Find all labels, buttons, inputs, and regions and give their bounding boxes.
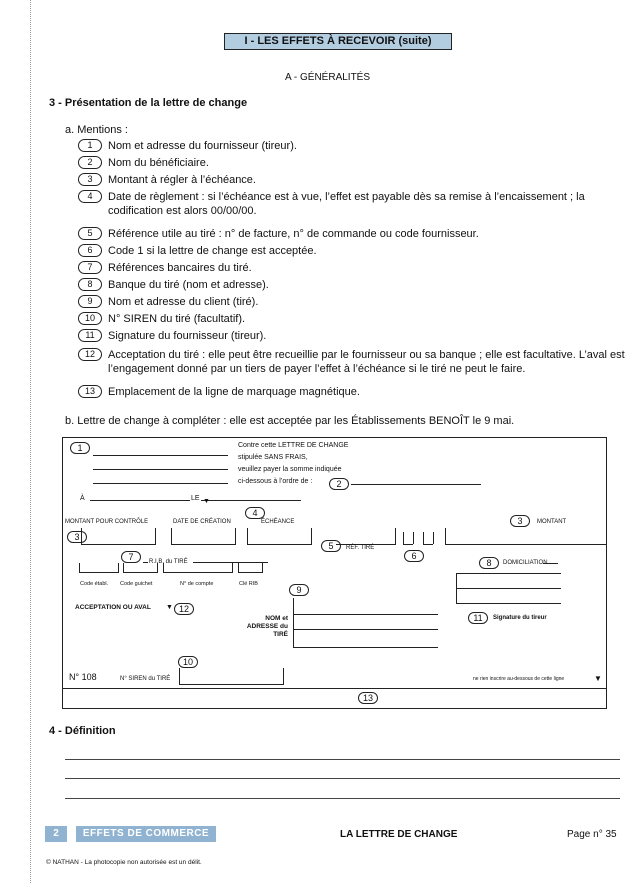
marker-11: 11 <box>468 612 488 624</box>
mention-text: N° SIREN du tiré (facultatif). <box>108 313 246 325</box>
mention-number: 1 <box>78 139 102 152</box>
tire-line-3[interactable] <box>293 647 438 648</box>
mention-text: Références bancaires du tiré. <box>108 262 252 274</box>
mention-text: Code 1 si la lettre de change est acceptée. <box>108 245 317 257</box>
marker-8: 8 <box>479 557 499 569</box>
mention-text: Date de règlement : si l’échéance est à vue, l’effet est payable dès sa remise à l’encaissement ; la codification est alors 00/00/00. <box>108 191 585 217</box>
ref-tire-label: RÉF. TIRÉ <box>346 545 375 551</box>
place-line[interactable] <box>90 500 190 501</box>
contre-text: Contre cette LETTRE DE CHANGE <box>238 442 349 449</box>
date-creation-field[interactable] <box>171 528 236 545</box>
marker-3: 3 <box>67 531 87 543</box>
code-box-4 <box>433 532 434 544</box>
montant-controle-field[interactable] <box>81 528 156 545</box>
code-box-base-2[interactable] <box>423 544 433 545</box>
section-subtitle: A - GÉNÉRALITÉS <box>285 72 371 83</box>
montant-controle-label: MONTANT POUR CONTRÔLE <box>65 519 149 525</box>
code-box-1 <box>403 532 404 544</box>
domiciliation-line-2[interactable] <box>456 588 561 589</box>
mention-text: Montant à régler à l’échéance. <box>108 174 256 186</box>
montant-field[interactable] <box>445 528 607 545</box>
domiciliation-label: DOMICILIATION <box>503 560 548 566</box>
magnetic-line <box>63 688 606 689</box>
domiciliation-border <box>456 573 457 603</box>
mention-text: Référence utile au tiré : n° de facture, n° de commande ou code fournisseur. <box>108 228 479 240</box>
domiciliation-line-1[interactable] <box>456 573 561 574</box>
marker-13: 13 <box>358 692 378 704</box>
mention-number: 4 <box>78 190 102 203</box>
mention-number: 10 <box>78 312 102 325</box>
marker-7: 7 <box>121 551 141 563</box>
ne-rien-arrow-icon: ▼ <box>594 674 602 683</box>
mention-text: Nom et adresse du fournisseur (tireur). <box>108 140 297 152</box>
marker-2: 2 <box>329 478 349 490</box>
code-box-2 <box>413 532 414 544</box>
code-guichet-label: Code guichet <box>120 581 153 587</box>
siren-label: N° SIREN du TIRÉ <box>120 676 171 682</box>
drawer-line-2[interactable] <box>93 469 228 470</box>
siren-field[interactable] <box>179 668 284 685</box>
page-title: LA LETTRE DE CHANGE <box>340 829 458 840</box>
signature-label: Signature du tireur <box>493 615 547 621</box>
code-guichet-field[interactable] <box>123 563 158 573</box>
mention-number: 12 <box>78 348 102 361</box>
marker-5: 5 <box>321 540 341 552</box>
mention-number: 13 <box>78 385 102 398</box>
no-label: N° 108 <box>69 672 97 682</box>
definition-line-1[interactable] <box>65 759 620 760</box>
mention-text: Signature du fournisseur (tireur). <box>108 330 267 342</box>
no-compte-label: N° de compte <box>180 581 214 587</box>
ci-dessous-text: ci-dessous à l’ordre de : <box>238 478 313 485</box>
acceptation-arrow-icon: ▼ <box>166 604 173 611</box>
stipulee-text: stipulée SANS FRAIS, <box>238 454 308 461</box>
mention-number: 11 <box>78 329 102 342</box>
date-creation-label: DATE DE CRÉATION <box>173 519 231 525</box>
code-etabl-field[interactable] <box>79 563 119 573</box>
le-label: LE <box>191 495 200 502</box>
echeance-field[interactable] <box>247 528 312 545</box>
mention-text: Emplacement de la ligne de marquage magnétique. <box>108 386 360 398</box>
cle-rib-label: Clé RIB <box>239 581 258 587</box>
no-compte-field[interactable] <box>163 563 233 573</box>
section-banner: I - LES EFFETS À RECEVOIR (suite) <box>224 33 452 50</box>
mention-number: 6 <box>78 244 102 257</box>
mention-number: 3 <box>78 173 102 186</box>
date-line[interactable] <box>201 500 301 501</box>
echeance-label: ÉCHÉANCE <box>261 519 295 525</box>
marker-9: 9 <box>289 584 309 596</box>
definition-line-2[interactable] <box>65 778 620 779</box>
chapter-label: EFFETS DE COMMERCE <box>76 826 216 842</box>
domiciliation-rule <box>543 563 558 564</box>
beneficiary-line[interactable] <box>351 484 481 485</box>
code-etabl-label: Code établ. <box>80 581 109 587</box>
code-box-3 <box>423 532 424 544</box>
veuillez-text: veuillez payer la somme indiquée <box>238 466 342 473</box>
marker-10: 10 <box>178 656 198 668</box>
bill-of-exchange-form <box>62 437 607 709</box>
section-4-title: 4 - Définition <box>49 725 116 737</box>
nom-adresse-label: NOM et ADRESSE du TIRÉ <box>246 615 288 638</box>
margin-guide <box>30 0 31 883</box>
mention-number: 7 <box>78 261 102 274</box>
mention-text: Banque du tiré (nom et adresse). <box>108 279 269 291</box>
code-box-base[interactable] <box>403 544 413 545</box>
marker-4: 4 <box>245 507 265 519</box>
tire-line-2[interactable] <box>293 629 438 630</box>
mention-number: 9 <box>78 295 102 308</box>
mention-text: Nom du bénéficiaire. <box>108 157 209 169</box>
page-number: Page n° 35 <box>567 829 617 840</box>
mention-text: Acceptation du tiré : elle peut être recueillie par le fournisseur ou sa banque ; elle est facultative. L’aval est l’engagement donné par un tiers de payer l’effet à l’échéance si le tiré ne peut le faire. <box>108 349 625 375</box>
montant-label: MONTANT <box>537 519 567 525</box>
rib-label: R.I.B. du TIRÉ <box>149 559 188 565</box>
tire-line-1[interactable] <box>293 614 438 615</box>
definition-line-3[interactable] <box>65 798 620 799</box>
mention-number: 2 <box>78 156 102 169</box>
acceptation-label: ACCEPTATION OU AVAL <box>75 604 151 611</box>
tire-address-border <box>293 598 294 648</box>
domiciliation-line-3[interactable] <box>456 603 561 604</box>
marker-1: 1 <box>70 442 90 454</box>
lettre-heading: b. Lettre de change à compléter : elle est acceptée par les Établissements BENOÎT le 9 mai. <box>65 415 515 427</box>
cle-rib-field[interactable] <box>238 563 263 573</box>
ne-rien-label: ne rien inscrire au-dessous de cette ligne <box>473 676 565 682</box>
le-arrow-icon: ▼ <box>203 498 210 505</box>
ref-tire-field[interactable] <box>336 528 396 545</box>
mention-number: 8 <box>78 278 102 291</box>
mentions-heading: a. Mentions : <box>65 124 128 136</box>
marker-6: 6 <box>404 550 424 562</box>
mention-text: Nom et adresse du client (tiré). <box>108 296 259 308</box>
section-3-title: 3 - Présentation de la lettre de change <box>49 97 248 109</box>
mention-number: 5 <box>78 227 102 240</box>
a-label: À <box>80 495 85 502</box>
marker-3b: 3 <box>510 515 530 527</box>
copyright-notice: © NATHAN - La photocopie non autorisée est un délit. <box>46 859 202 866</box>
chapter-number: 2 <box>45 826 67 842</box>
marker-12: 12 <box>174 603 194 615</box>
drawer-line-1[interactable] <box>93 455 228 456</box>
drawer-line-3[interactable] <box>93 483 228 484</box>
